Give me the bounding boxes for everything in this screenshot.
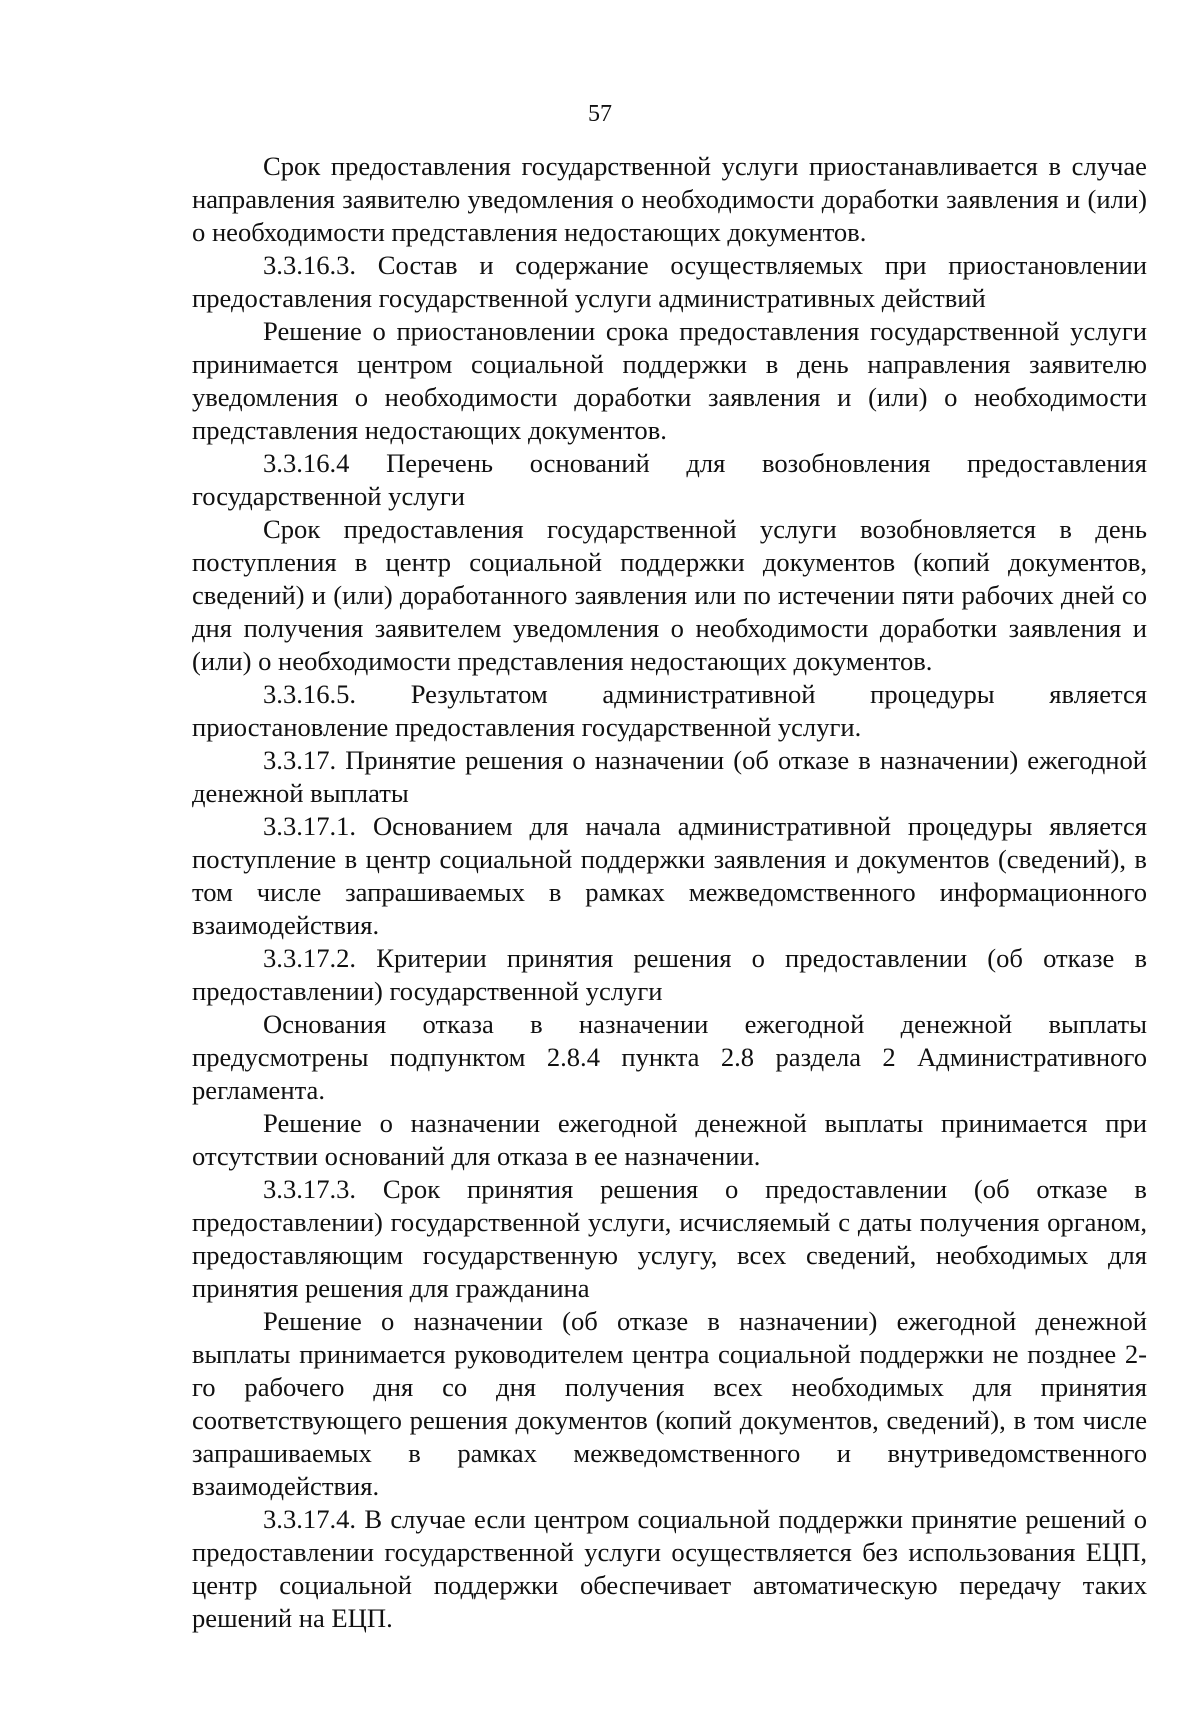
paragraph-3-3-17-1: 3.3.17.1. Основанием для начала административной процедуры является поступление в центр социальной поддержки заявления и документов (сведений), в том числе запрашиваемых в рамках межведомственного информационного взаимодействия. <box>192 811 1147 940</box>
paragraph-refusal-grounds: Основания отказа в назначении ежегодной денежной выплаты предусмотрены подпунктом 2.8.4 пункта 2.8 раздела 2 Административного регламента. <box>192 1009 1147 1105</box>
paragraph-3-3-17-2-heading: 3.3.17.2. Критерии принятия решения о предоставлении (об отказе в предоставлении) государственной услуги <box>192 943 1147 1006</box>
paragraph-suspension-decision: Решение о приостановлении срока предоставления государственной услуги принимается центром социальной поддержки в день направления заявителю уведомления о необходимости доработки заявления и (или) о необходимости представления недостающих документов. <box>192 316 1147 445</box>
page-number: 57 <box>588 101 612 127</box>
paragraph-resumption-term: Срок предоставления государственной услуги возобновляется в день поступления в центр социальной поддержки документов (копий документов, сведений) и (или) доработанного заявления или по истечении пяти рабочих дней со дня получения заявителем уведомления о необходимости доработки заявления и (или) о необходимости представления недостающих документов. <box>192 514 1147 676</box>
paragraph-3-3-17-heading: 3.3.17. Принятие решения о назначении (об отказе в назначении) ежегодной денежной выплаты <box>192 745 1147 808</box>
paragraph-3-3-16-4-heading: 3.3.16.4 Перечень оснований для возобновления предоставления государственной услуги <box>192 448 1147 511</box>
paragraph-decision-deadline: Решение о назначении (об отказе в назначении) ежегодной денежной выплаты принимается руководителем центра социальной поддержки не позднее 2-го рабочего дня со дня получения всех необходимых для принятия соответствующего решения документов (копий документов, сведений), в том числе запрашиваемых в рамках межведомственного и внутриведомственного взаимодействия. <box>192 1306 1147 1501</box>
paragraph-assignment-decision: Решение о назначении ежегодной денежной выплаты принимается при отсутствии оснований для отказа в ее назначении. <box>192 1108 1147 1171</box>
document-body <box>192 150 1147 1635</box>
paragraph-3-3-17-4: 3.3.17.4. В случае если центром социальной поддержки принятие решений о предоставлении государственной услуги осуществляется без использования ЕЦП, центр социальной поддержки обеспечивает автоматическую передачу таких решений на ЕЦП. <box>192 1504 1147 1633</box>
paragraph-3-3-16-3-heading: 3.3.16.3. Состав и содержание осуществляемых при приостановлении предоставления государственной услуги административных действий <box>192 250 1147 313</box>
paragraph-suspension-term: Срок предоставления государственной услуги приостанавливается в случае направления заявителю уведомления о необходимости доработки заявления и (или) о необходимости представления недостающих документов. <box>192 151 1147 247</box>
paragraph-3-3-17-3-heading: 3.3.17.3. Срок принятия решения о предоставлении (об отказе в предоставлении) государственной услуги, исчисляемый с даты получения органом, предоставляющим государственную услугу, всех сведений, необходимых для принятия решения для гражданина <box>192 1174 1147 1303</box>
paragraph-3-3-16-5: 3.3.16.5. Результатом административной процедуры является приостановление предоставления государственной услуги. <box>192 679 1147 742</box>
